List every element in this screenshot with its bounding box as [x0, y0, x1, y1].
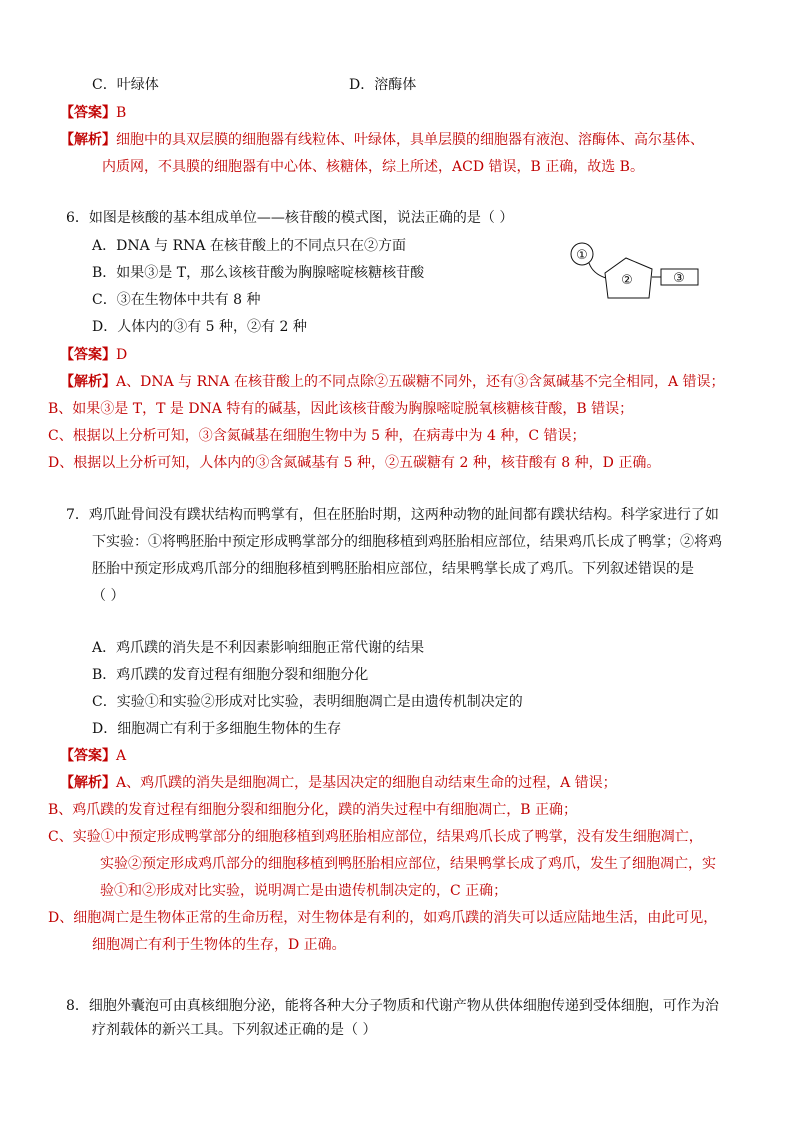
- q6-option-b: B．如果③是 T，那么该核苷酸为胸腺嘧啶核糖核苷酸: [92, 265, 425, 281]
- answer-value: D: [116, 347, 128, 363]
- q7-option-a: A．鸡爪蹼的消失是不利因素影响细胞正常代谢的结果: [92, 640, 425, 656]
- analysis-text: A、DNA 与 RNA 在核苷酸上的不同点除②五碳糖不同外，还有③含氮碱基不完全相同，A 错误；: [116, 374, 725, 390]
- q6-question: 6．如图是核酸的基本组成单位——核苷酸的模式图，说法正确的是（ ）: [66, 210, 514, 226]
- q5-answer: [60, 103, 126, 123]
- q7-option-b: B．鸡爪蹼的发育过程有细胞分裂和细胞分化: [92, 667, 369, 683]
- q7-option-c: C．实验①和实验②形成对比实验，表明细胞凋亡是由遗传机制决定的: [92, 694, 523, 710]
- q5-option-d: D．溶酶体: [349, 77, 417, 93]
- analysis-text: 细胞中的具双层膜的细胞器有线粒体、叶绿体，具单层膜的细胞器有液泡、溶酶体、高尔基体、: [116, 132, 704, 148]
- q6-option-d: D．人体内的③有 5 种，②有 2 种: [92, 319, 307, 335]
- q7-option-d: D．细胞凋亡有利于多细胞生物体的生存: [92, 721, 342, 737]
- q7-analysis-line-1: [60, 773, 617, 793]
- q7-analysis-line-4: 实验②预定形成鸡爪部分的细胞移植到鸭胚胎相应部位，结果鸭掌长成了鸡爪，发生了细胞凋亡，实: [100, 856, 716, 872]
- analysis-tag: 【解析】: [60, 775, 116, 791]
- q6-analysis-line-2: B、如果③是 T，T 是 DNA 特有的碱基，因此该核苷酸为胸腺嘧啶脱氧核糖核苷酸，B 错误；: [48, 401, 634, 417]
- q7-analysis-line-3: C、实验①中预定形成鸭掌部分的细胞移植到鸡胚胎相应部位，结果鸡爪长成了鸭掌，没有发生细胞凋亡，: [48, 829, 703, 845]
- diagram-label-3: ③: [673, 271, 685, 286]
- q6-analysis-line-1: [60, 372, 725, 392]
- q7-question-line-2: 下实验：①将鸭胚胎中预定形成鸭掌部分的细胞移植到鸡胚胎相应部位，结果鸡爪长成了鸭掌；②将鸡: [92, 534, 722, 550]
- q7-analysis-line-2: B、鸡爪蹼的发育过程有细胞分裂和细胞分化，蹼的消失过程中有细胞凋亡，B 正确；: [48, 802, 578, 818]
- analysis-text: A、鸡爪蹼的消失是细胞凋亡，是基因决定的细胞自动结束生命的过程，A 错误；: [116, 775, 617, 791]
- q8-question-line-1: 8．细胞外囊泡可由真核细胞分泌，能将各种大分子物质和代谢产物从供体细胞传递到受体细胞，可作为治: [66, 998, 719, 1014]
- q5-analysis-line-2: 内质网，不具膜的细胞器有中心体、核糖体，综上所述，ACD 错误，B 正确，故选 B。: [102, 159, 644, 175]
- q7-analysis-line-6: D、细胞凋亡是生物体正常的生命历程，对生物体是有利的，如鸡爪蹼的消失可以适应陆地生活，由此可见，: [48, 910, 718, 926]
- answer-tag: 【答案】: [60, 105, 116, 121]
- q7-analysis-line-5: 验①和②形成对比实验，说明凋亡是由遗传机制决定的，C 正确；: [100, 883, 508, 899]
- analysis-tag: 【解析】: [60, 374, 116, 390]
- q8-question-line-2: 疗剂载体的新兴工具。下列叙述正确的是（ ）: [92, 1022, 377, 1038]
- q7-question-line-1: 7．鸡爪趾骨间没有蹼状结构而鸭掌有，但在胚胎时期，这两种动物的趾间都有蹼状结构。科学家进行了如: [66, 507, 719, 523]
- q6-option-c: C．③在生物体中共有 8 种: [92, 292, 261, 308]
- phosphate-link-line: [589, 263, 606, 278]
- q7-question-line-4: （ ）: [92, 588, 125, 604]
- q7-question-line-3: 胚胎中预定形成鸡爪部分的细胞移植到鸭胚胎相应部位，结果鸭掌长成了鸡爪。下列叙述错误的是: [92, 561, 694, 577]
- nucleotide-diagram: [560, 238, 710, 308]
- diagram-label-1: ①: [576, 248, 588, 263]
- answer-value: B: [116, 105, 127, 121]
- q5-analysis-line-1: [60, 130, 704, 150]
- q6-option-a: A．DNA 与 RNA 在核苷酸上的不同点只在②方面: [92, 238, 406, 254]
- q6-analysis-line-4: D、根据以上分析可知，人体内的③含氮碱基有 5 种，②五碳糖有 2 种，核苷酸有 8 种，D 正确。: [48, 455, 661, 471]
- q5-option-c: C．叶绿体: [92, 77, 159, 93]
- diagram-label-2: ②: [621, 273, 633, 288]
- q6-answer: [60, 345, 127, 365]
- answer-tag: 【答案】: [60, 748, 116, 764]
- q7-answer: [60, 746, 126, 766]
- q7-analysis-line-7: 细胞凋亡有利于生物体的生存，D 正确。: [92, 937, 346, 953]
- answer-value: A: [116, 748, 127, 764]
- analysis-tag: 【解析】: [60, 132, 116, 148]
- answer-tag: 【答案】: [60, 347, 116, 363]
- q6-analysis-line-3: C、根据以上分析可知，③含氮碱基在细胞生物中为 5 种，在病毒中为 4 种，C 错误；: [48, 428, 586, 444]
